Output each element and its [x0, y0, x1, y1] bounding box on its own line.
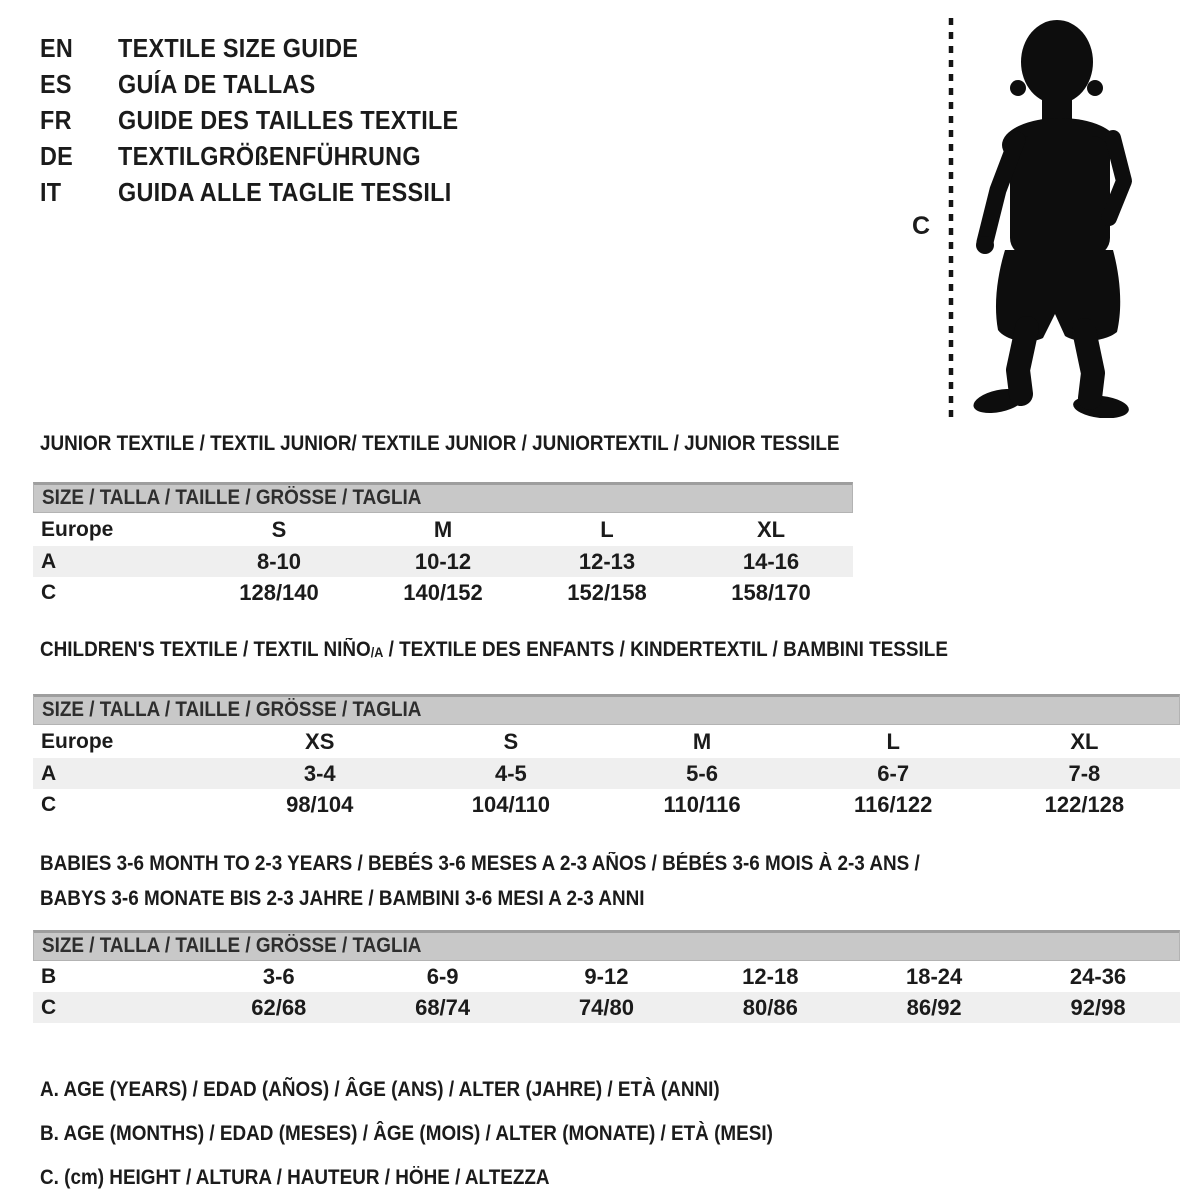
row-label-cell: B [41, 964, 57, 988]
value-cell: 68/74 [361, 992, 525, 1023]
childrens-textile-section [33, 638, 1180, 820]
language-title-list [40, 30, 496, 210]
language-code: IT [40, 177, 62, 207]
language-code: EN [40, 33, 74, 63]
value-cell: 12-18 [742, 963, 799, 989]
legend-age-years-text: A. AGE (YEARS) / EDAD (AÑOS) / ÂGE (ANS) / ALTER (JAHRE) / ETÀ (ANNI) [40, 1078, 720, 1101]
babies-textile-section [33, 846, 1180, 1023]
legend-height-cm-text: C. (cm) HEIGHT / ALTURA / HAUTEUR / HÖHE / ALTEZZA [40, 1166, 550, 1189]
legend-age-years [40, 1068, 854, 1112]
size-column-header: L [600, 516, 614, 542]
toddler-silhouette-icon [965, 18, 1140, 418]
value-cell: 152/158 [567, 579, 647, 605]
size-column-header: M [692, 728, 712, 754]
size-column-header: M [433, 516, 453, 542]
value-cell: 7-8 [989, 758, 1180, 789]
value-cell: 14-16 [689, 546, 853, 577]
value-cell: 3-6 [262, 963, 295, 989]
title-part: / TEXTILE DES ENFANTS / KINDERTEXTIL / BAMBINI TESSILE [383, 638, 948, 661]
value-cell: 8-10 [197, 546, 361, 577]
guide-title-fr: GUIDE DES TAILLES TEXTILE [118, 105, 459, 135]
value-cell: 6-9 [426, 963, 459, 989]
childrens-section-title-text [40, 638, 948, 664]
row-label-cell: C [41, 792, 57, 816]
junior-section-title [40, 432, 853, 456]
value-cell: 122/128 [1044, 791, 1125, 817]
junior-size-table [33, 513, 853, 608]
region-label-cell: Europe [41, 729, 114, 753]
language-code: DE [40, 141, 74, 171]
row-label-cell: C [41, 580, 57, 604]
language-code: FR [40, 105, 72, 135]
value-cell: 98/104 [286, 791, 354, 817]
value-cell: 6-7 [798, 758, 989, 789]
size-header-label: SIZE / TALLA / TAILLE / GRÖSSE / TAGLIA [42, 698, 422, 721]
size-column-header: S [503, 728, 519, 754]
size-columns-row [33, 725, 1180, 758]
value-cell: 4-5 [415, 758, 606, 789]
value-cell: 62/68 [197, 992, 361, 1023]
value-cell: 110/116 [663, 791, 741, 817]
language-code: ES [40, 69, 72, 99]
height-dashed-line [947, 16, 955, 420]
guide-title-es: GUÍA DE TALLAS [118, 69, 316, 99]
size-header-label: SIZE / TALLA / TAILLE / GRÖSSE / TAGLIA [42, 486, 422, 509]
value-cell: 140/152 [403, 579, 483, 605]
value-cell: 5-6 [606, 758, 797, 789]
value-cell: 80/86 [688, 992, 852, 1023]
value-cell: 24-36 [1069, 963, 1127, 989]
guide-title-en: TEXTILE SIZE GUIDE [118, 33, 359, 63]
value-cell: 12-13 [525, 546, 689, 577]
size-column-header: XS [305, 728, 335, 754]
language-row-fr [40, 102, 496, 138]
row-label-cell: C [33, 992, 197, 1023]
childrens-section-title [40, 638, 1180, 664]
size-column-header: S [271, 516, 287, 542]
height-cm-row [33, 992, 1180, 1023]
babies-title-line1: BABIES 3-6 MONTH TO 2-3 YEARS / BEBÉS 3-6 MESES A 2-3 AÑOS / BÉBÉS 3-6 MOIS À 2-3 ANS / [40, 852, 920, 875]
language-row-it [40, 174, 496, 210]
height-cm-row [33, 789, 1180, 820]
junior-section-title-text: JUNIOR TEXTILE / TEXTIL JUNIOR/ TEXTILE JUNIOR / JUNIORTEXTIL / JUNIOR TESSILE [40, 432, 840, 455]
value-cell: 9-12 [584, 963, 629, 989]
value-cell: 18-24 [906, 963, 963, 989]
value-cell: 74/80 [525, 992, 689, 1023]
age-years-row [33, 758, 1180, 789]
guide-title-it: GUIDA ALLE TAGLIE TESSILI [118, 177, 452, 207]
height-measure-label: C [912, 212, 931, 240]
title-part-sub: /A [370, 644, 384, 660]
row-label-cell: A [33, 546, 197, 577]
legend-age-months-text: B. AGE (MONTHS) / EDAD (MESES) / ÂGE (MOIS) / ALTER (MONATE) / ETÀ (MESI) [40, 1122, 773, 1145]
language-row-es [40, 66, 496, 102]
language-row-en [40, 30, 496, 66]
junior-textile-section [33, 432, 853, 608]
title-part: CHILDREN'S TEXTILE / TEXTIL NIÑO [40, 638, 371, 661]
measurement-legend [40, 1068, 854, 1200]
size-column-header: XL [1070, 728, 1099, 754]
size-header-label: SIZE / TALLA / TAILLE / GRÖSSE / TAGLIA [42, 934, 422, 957]
value-cell: 104/110 [471, 791, 551, 817]
size-column-header: XL [756, 516, 786, 542]
value-cell: 128/140 [239, 579, 319, 605]
size-column-header: L [886, 728, 900, 754]
size-header-bar [33, 482, 853, 513]
legend-age-months [40, 1112, 854, 1156]
size-columns-row [33, 513, 853, 546]
childrens-size-table [33, 725, 1180, 820]
value-cell: 116/122 [854, 791, 933, 817]
value-cell: 158/170 [731, 579, 811, 605]
height-cm-row [33, 577, 853, 608]
row-label-cell: A [33, 758, 224, 789]
value-cell: 3-4 [224, 758, 415, 789]
guide-title-de: TEXTILGRÖßENFÜHRUNG [118, 141, 421, 171]
language-row-de [40, 138, 496, 174]
value-cell: 86/92 [852, 992, 1016, 1023]
region-label-cell: Europe [41, 517, 114, 541]
age-months-row [33, 961, 1180, 992]
size-header-bar [33, 930, 1180, 961]
age-years-row [33, 546, 853, 577]
babies-section-title [40, 846, 1180, 916]
babies-size-table [33, 961, 1180, 1023]
babies-title-line2: BABYS 3-6 MONATE BIS 2-3 JAHRE / BAMBINI 3-6 MESI A 2-3 ANNI [40, 887, 645, 910]
value-cell: 92/98 [1016, 992, 1180, 1023]
size-header-bar [33, 694, 1180, 725]
value-cell: 10-12 [361, 546, 525, 577]
legend-height-cm [40, 1156, 854, 1200]
